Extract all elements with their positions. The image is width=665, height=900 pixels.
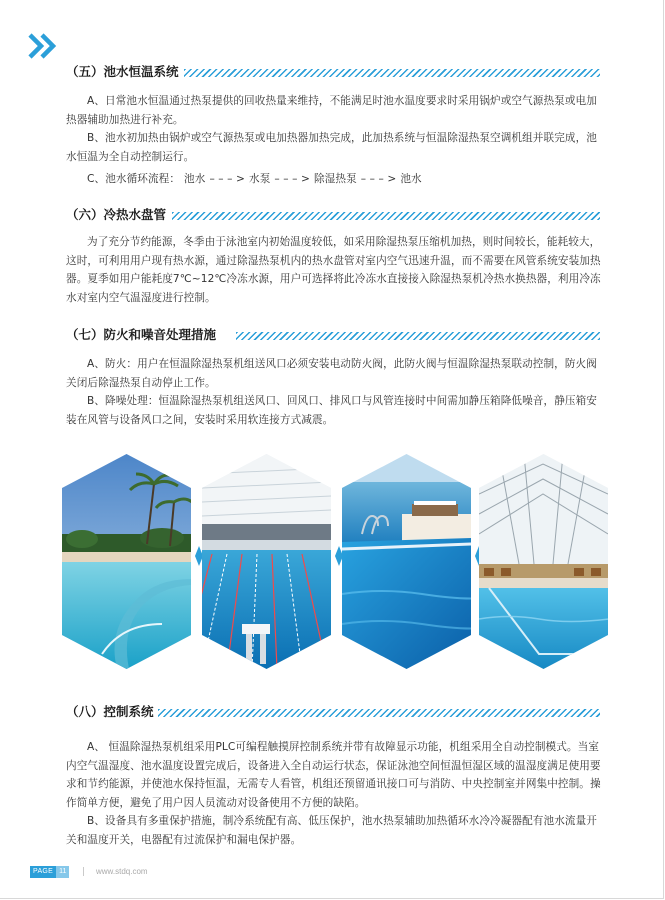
flow-step: 池水 [184, 173, 206, 185]
pool-image-gallery [62, 454, 608, 669]
website-link[interactable]: www.stdq.com [96, 867, 148, 876]
hatch-divider [236, 332, 600, 340]
section-title: （七）防火和噪音处理措施 [66, 327, 217, 342]
paragraph: A、 恒温除湿热泵机组采用PLC可编程触摸屏控制系统并带有故障显示功能，机组采用全自动控制模式。当室内空气温湿度、池水温度设置完成后，设备进入全自动运行状态，保证泳池空间恒温恒湿区域的温湿度满足使用要求和节约能源，并使池水保持恒温，无需专人看管，机组还预留通讯接口可与消防、中央控制室并网集中控制。操作简单方便，避免了用户因人员流动对设备使用不方便的缺陷。 [66, 741, 601, 809]
section-title: （六）冷热水盘管 [66, 207, 167, 222]
circulation-flow [66, 170, 606, 189]
section-header-pool-heating [66, 63, 600, 81]
footer-separator: | [82, 867, 86, 877]
flow-step: 池水 [400, 173, 422, 185]
flow-step: 除湿热泵 [313, 173, 357, 185]
section-body-pool-heating [66, 92, 606, 189]
flow-arrow: – – – > [274, 173, 310, 185]
flow-label: C、池水循环流程： [87, 173, 181, 185]
seaside-infinity-pool-photo [342, 454, 471, 669]
glass-roof-indoor-pool-photo [479, 454, 608, 669]
paragraph: B、降噪处理：恒温除湿热泵机组送风口、回风口、排风口与风管连接时中间需加静压箱降低噪音，静压箱安装在风管与设备风口之间，安装时采用软连接方式减震。 [66, 395, 597, 426]
flow-arrow: – – – > [360, 173, 397, 185]
section-body-coil [66, 233, 606, 307]
hatch-divider [172, 212, 600, 220]
flow-step: 水泵 [249, 173, 271, 185]
section-body-fire-noise [66, 355, 606, 429]
section-header-fire-noise [66, 326, 600, 344]
flow-arrow: – – – > [209, 173, 246, 185]
paragraph: A、日常池水恒温通过热泵提供的回收热量来维持，不能满足时池水温度要求时采用锅炉或空气源热泵或电加热器辅助加热进行补充。 [66, 95, 597, 126]
outdoor-resort-pool-photo [62, 454, 191, 669]
hatch-divider [158, 709, 600, 717]
page-badge [30, 866, 69, 878]
indoor-lap-pool-photo [202, 454, 331, 669]
section-header-control [66, 703, 600, 721]
page-label: PAGE [30, 866, 56, 878]
section-header-coil [66, 206, 600, 224]
hatch-divider [184, 69, 600, 77]
paragraph: B、设备具有多重保护措施，制冷系统配有高、低压保护，池水热泵辅助加热循环水冷冷凝器配有池水流量开关和温度开关，电器配有过流保护和漏电保护器。 [66, 815, 597, 846]
section-title: （五）池水恒温系统 [66, 64, 179, 79]
paragraph: B、池水初加热由锅炉或空气源热泵或电加热器加热完成，此加热系统与恒温除湿热泵空调机组并联完成，池水恒温为全自动控制运行。 [66, 132, 597, 163]
section-body-control [66, 738, 606, 849]
page-number: 11 [56, 866, 69, 878]
double-chevron-right-icon [27, 33, 67, 59]
paragraph: 为了充分节约能源，冬季由于泳池室内初始温度较低，如采用除湿热泵压缩机加热，则时间较长，能耗较大，这时，可利用用户现有热水源，通过除湿热泵机内的热水盘管对室内空气迅速升温，而不需要在风管系统安装加热器。夏季如用户能耗度7℃~12℃冷冻水源，用户可选择将此冷冻水直接接入除湿热泵机冷热水换热器，利用冷冻水对室内空气温湿度进行控制。 [66, 236, 601, 304]
paragraph: A、防火：用户在恒温除湿热泵机组送风口必须安装电动防火阀，此防火阀与恒温除湿热泵联动控制，防火阀关闭后除湿热泵自动停止工作。 [66, 358, 597, 389]
section-title: （八）控制系统 [66, 704, 154, 719]
